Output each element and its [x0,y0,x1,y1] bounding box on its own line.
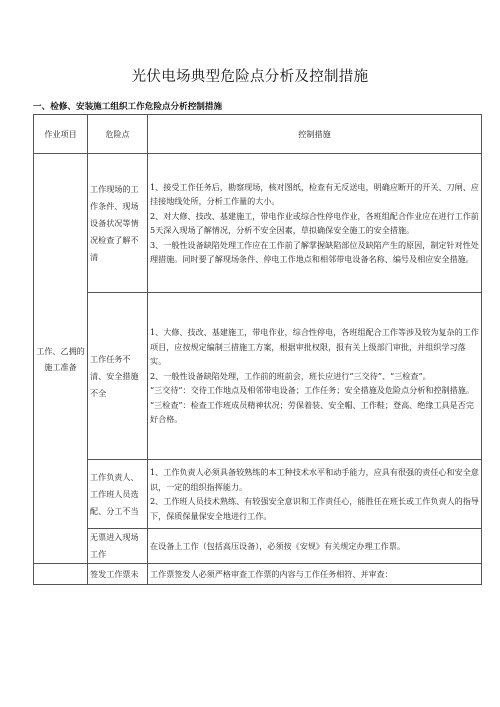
page-title: 光伏电场典型危险点分析及控制措施 [131,69,369,85]
work-item-cell [34,154,88,564]
control-cell [148,293,482,460]
control-item: “三检查”：检查工作班成员精神状况；劳保着装、安全帽、工作鞋；登高、绝缘工具是否完好合格。 [150,399,474,425]
risk-cell: 无票进入现场工作 [88,529,148,564]
table-row [34,529,482,564]
control-item: 2、工作班人员技术熟练、有较强安全意识和工作责任心，能胜任在班长或工作负责人的指导下，保质保量保安全地进行工作。 [150,496,479,521]
control-item: 1、大修、技改、基建施工，带电作业，综合性停电，各班组配合工作等涉及较为复杂的工作项目，应按规定编制三措施工方案，根据审批权限，报有关上级部门审批，并组织学习落实。 [150,327,479,367]
work-item-cell-empty [34,564,88,585]
control-item: “三交待”：交待工作地点及相邻带电设备；工作任务；安全措施及危险点分析和控制措施。 [150,385,474,396]
header-work-item: 作业项目 [34,115,88,154]
table-header-row [34,115,482,154]
risk-cell: 签发工作票未 [88,564,148,585]
table-row [34,460,482,529]
control-cell [148,564,482,585]
risk-cell: 工作负责人、工作班人员选配、分工不当 [88,460,148,529]
risk-cell: 工作现场的工作条件、现场设备状况等情况检查了解不清 [88,154,148,293]
section-heading: 一、检修、安装施工组织工作危险点分析控制措施 [33,102,223,112]
control-cell [148,154,482,293]
header-risk: 危险点 [88,115,148,154]
control-item: 工作票签发人必须严格审查工作票的内容与工作任务相符、并审查： [150,568,393,579]
control-item: 2、对大修、技改、基建施工，带电作业或综合性停电作业，各班组配合作业应在进行工作前5天深入现场了解情况，分析不安全因素，草拟确保安全施工的安全措施。 [150,210,479,235]
table-row [34,154,482,293]
control-item: 1、工作负责人必须具备较熟练的本工种技术水平和动手能力，应具有很强的责任心和安全意识，一定的组织指挥能力。 [150,467,479,492]
control-item: 3、一般性设备缺陷处理工作应在工作前了解掌握缺陷部位及缺陷产生的原因，制定针对性处理措施。同时要了解现场条件、停电工作地点和相邻带电设备名称、编号及相应安全措施。 [150,239,479,264]
risk-cell: 工作任务不清、安全措施不全 [88,293,148,460]
control-cell [148,529,482,564]
table-row [34,564,482,585]
work-item-label: 工作、乙拥的施工准备 [36,345,85,372]
control-item: 在设备上工作（包括高压设备），必须按《安规》有关规定办理工作票。 [150,540,405,551]
table-row [34,293,482,460]
control-item: 1、接受工作任务后，勘察现场，核对图纸，检查有无反送电，明确应断开的开关、刀闸、应挂接地线处所，分析工作量的大小。 [150,181,479,206]
control-cell [148,460,482,529]
header-control: 控制措施 [148,115,482,154]
risk-control-table [33,114,482,585]
control-item: 2、一般性设备缺陷处理，工作前的班前会，班长应进行“三交待”、“三检查”。 [150,370,431,381]
